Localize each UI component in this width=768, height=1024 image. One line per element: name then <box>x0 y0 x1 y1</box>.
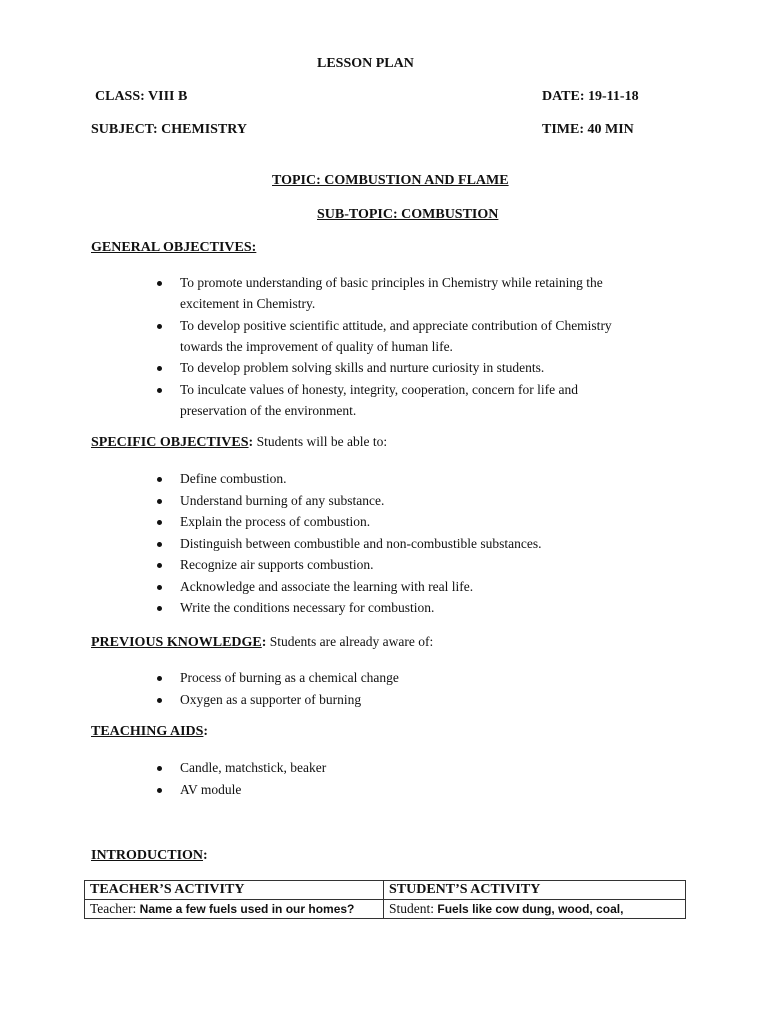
previous-knowledge-title: PREVIOUS KNOWLEDGE <box>91 635 262 650</box>
bullet-icon <box>157 281 162 286</box>
list-item: To inculcate values of honesty, integrity, cooperation, concern for life and preservation of the environment. <box>91 379 731 421</box>
document-title: LESSON PLAN <box>317 56 414 71</box>
bullet-icon <box>157 477 162 482</box>
list-item: Recognize air supports combustion. <box>91 554 731 575</box>
bullet-icon <box>157 324 162 329</box>
list-item: Acknowledge and associate the learning with real life. <box>91 576 731 597</box>
activity-table <box>84 880 686 919</box>
list-item: Process of burning as a chemical change <box>91 667 731 688</box>
subject-label: SUBJECT: CHEMISTRY <box>91 122 247 137</box>
introduction-heading: INTRODUCTION: <box>91 848 208 863</box>
subtopic-heading: SUB-TOPIC: COMBUSTION <box>317 207 499 222</box>
list-item: Define combustion. <box>91 468 731 489</box>
general-objectives-heading <box>91 240 256 256</box>
topic-heading: TOPIC: COMBUSTION AND FLAME <box>272 173 509 188</box>
specific-objectives-intro: Students will be able to: <box>253 434 388 449</box>
table-row <box>85 900 686 919</box>
specific-objectives-heading: SPECIFIC OBJECTIVES: Students will be able to: <box>91 434 388 450</box>
table-header-row <box>85 881 686 900</box>
list-item: To promote understanding of basic principles in Chemistry while retaining the excitement in Chemistry. <box>91 272 731 314</box>
list-item: AV module <box>91 779 731 800</box>
time-label: TIME: 40 MIN <box>542 122 634 137</box>
list-item: Oxygen as a supporter of burning <box>91 689 731 710</box>
introduction-title: INTRODUCTION <box>91 848 204 863</box>
bullet-icon <box>157 388 162 393</box>
previous-knowledge-intro: Students are already aware of: <box>266 634 434 649</box>
previous-knowledge-heading: PREVIOUS KNOWLEDGE: Students are already aware of: <box>91 634 434 650</box>
bullet-icon <box>157 563 162 568</box>
student-activity-header: STUDENT’S ACTIVITY <box>384 881 686 900</box>
teaching-aids-heading: TEACHING AIDS: <box>91 724 209 739</box>
list-item: To develop positive scientific attitude, and appreciate contribution of Chemistry towards the improvement of quality of human life. <box>91 315 731 357</box>
specific-objectives-title: SPECIFIC OBJECTIVES <box>91 435 249 450</box>
general-objectives-title: GENERAL OBJECTIVES: <box>91 240 257 255</box>
bullet-icon <box>157 676 162 681</box>
bullet-icon <box>157 698 162 703</box>
date-label: DATE: 19-11-18 <box>542 89 639 104</box>
list-item: Write the conditions necessary for combustion. <box>91 597 731 618</box>
bullet-icon <box>157 520 162 525</box>
list-item: Understand burning of any substance. <box>91 490 731 511</box>
list-item: Distinguish between combustible and non-combustible substances. <box>91 533 731 554</box>
bullet-icon <box>157 788 162 793</box>
teacher-activity-cell: Teacher: Name a few fuels used in our homes? <box>85 900 384 919</box>
bullet-icon <box>157 606 162 611</box>
list-item: Candle, matchstick, beaker <box>91 757 731 778</box>
list-item: To develop problem solving skills and nurture curiosity in students. <box>91 357 731 378</box>
list-item: Explain the process of combustion. <box>91 511 731 532</box>
general-objectives-list <box>91 272 731 421</box>
teaching-aids-list <box>91 757 731 800</box>
bullet-icon <box>157 585 162 590</box>
class-label: CLASS: VIII B <box>95 89 188 104</box>
bullet-icon <box>157 499 162 504</box>
bullet-icon <box>157 766 162 771</box>
specific-objectives-list <box>91 468 731 619</box>
bullet-icon <box>157 542 162 547</box>
previous-knowledge-list <box>91 667 731 710</box>
teacher-activity-header: TEACHER’S ACTIVITY <box>85 881 384 900</box>
bullet-icon <box>157 366 162 371</box>
student-activity-cell: Student: Fuels like cow dung, wood, coal, <box>384 900 686 919</box>
teaching-aids-title: TEACHING AIDS <box>91 724 204 739</box>
